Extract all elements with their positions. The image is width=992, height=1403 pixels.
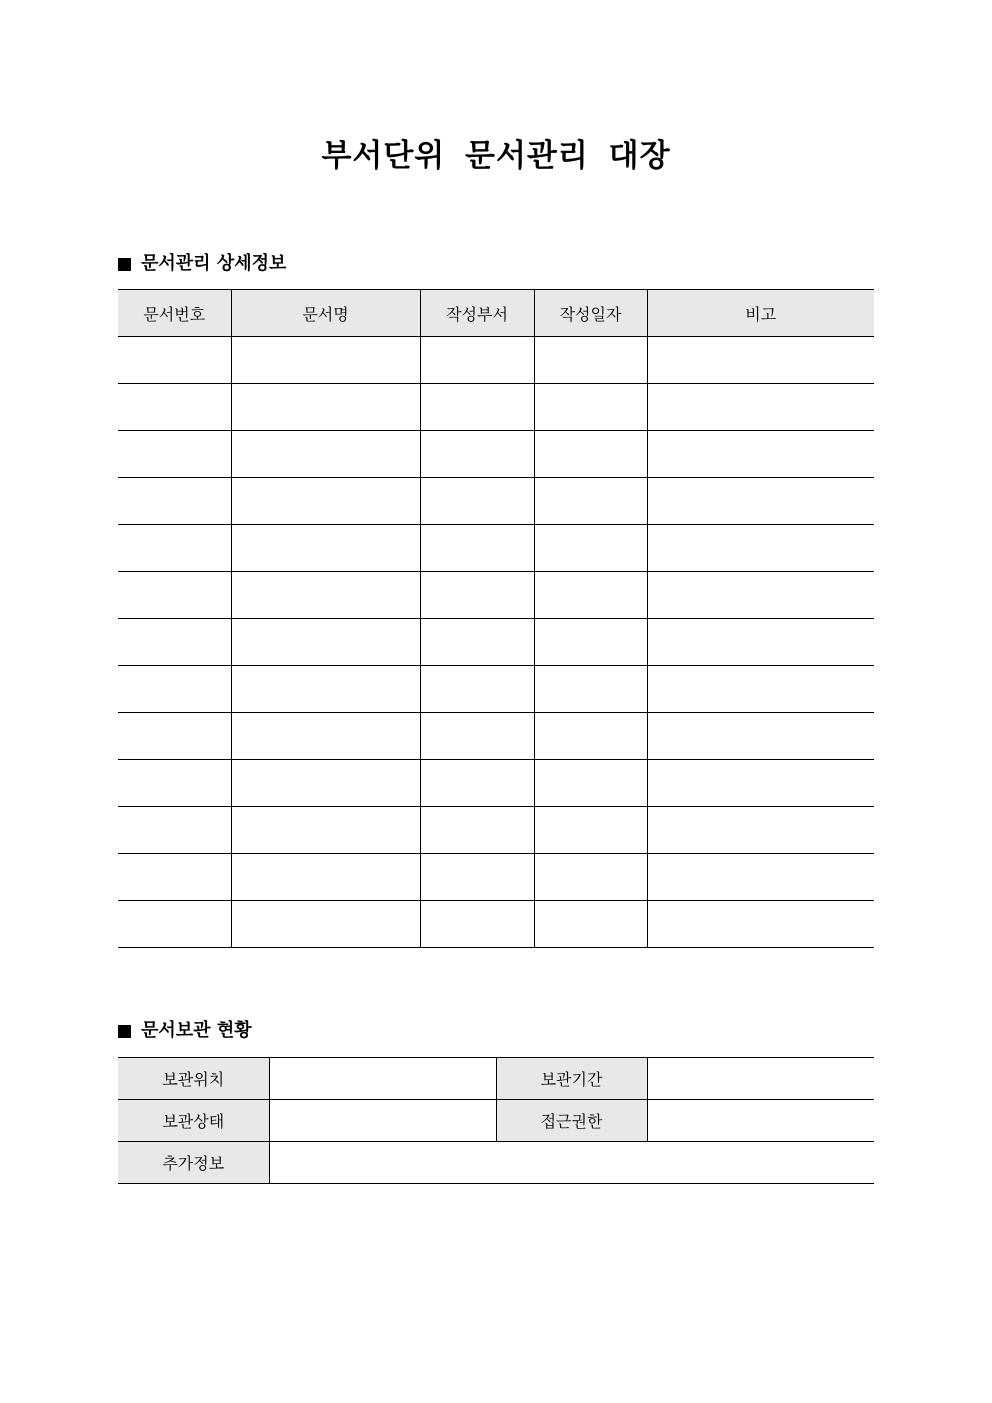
cell-remarks[interactable] xyxy=(647,384,874,431)
cell-created-date[interactable] xyxy=(534,478,647,525)
cell-created-date[interactable] xyxy=(534,666,647,713)
cell-created-date[interactable] xyxy=(534,572,647,619)
cell-doc-number[interactable] xyxy=(118,901,231,948)
table-header-row xyxy=(118,290,874,337)
value-storage-location[interactable] xyxy=(269,1058,496,1100)
cell-doc-number[interactable] xyxy=(118,525,231,572)
value-access-rights[interactable] xyxy=(647,1100,874,1142)
table-row xyxy=(118,431,874,478)
cell-created-date[interactable] xyxy=(534,713,647,760)
cell-doc-name[interactable] xyxy=(231,525,420,572)
cell-remarks[interactable] xyxy=(647,572,874,619)
square-bullet-icon xyxy=(118,258,131,271)
column-header-created-date: 작성일자 xyxy=(534,290,647,337)
cell-remarks[interactable] xyxy=(647,478,874,525)
cell-doc-name[interactable] xyxy=(231,572,420,619)
cell-doc-number[interactable] xyxy=(118,572,231,619)
cell-doc-number[interactable] xyxy=(118,666,231,713)
cell-remarks[interactable] xyxy=(647,713,874,760)
cell-created-date[interactable] xyxy=(534,337,647,384)
label-storage-status: 보관상태 xyxy=(118,1100,269,1142)
cell-remarks[interactable] xyxy=(647,431,874,478)
label-storage-period: 보관기간 xyxy=(496,1058,647,1100)
table-row xyxy=(118,1100,874,1142)
label-extra-info: 추가정보 xyxy=(118,1142,269,1184)
cell-created-date[interactable] xyxy=(534,525,647,572)
document-detail-table xyxy=(118,289,874,948)
cell-doc-name[interactable] xyxy=(231,384,420,431)
cell-author-dept[interactable] xyxy=(420,337,534,384)
table-row xyxy=(118,619,874,666)
cell-remarks[interactable] xyxy=(647,337,874,384)
cell-author-dept[interactable] xyxy=(420,619,534,666)
cell-doc-number[interactable] xyxy=(118,760,231,807)
cell-doc-name[interactable] xyxy=(231,337,420,384)
cell-remarks[interactable] xyxy=(647,901,874,948)
cell-created-date[interactable] xyxy=(534,901,647,948)
cell-remarks[interactable] xyxy=(647,807,874,854)
section-heading-storage-label: 문서보관 현황 xyxy=(141,1020,252,1041)
cell-created-date[interactable] xyxy=(534,807,647,854)
cell-author-dept[interactable] xyxy=(420,713,534,760)
column-header-doc-name: 문서명 xyxy=(231,290,420,337)
column-header-author-dept: 작성부서 xyxy=(420,290,534,337)
cell-author-dept[interactable] xyxy=(420,478,534,525)
value-storage-period[interactable] xyxy=(647,1058,874,1100)
cell-remarks[interactable] xyxy=(647,619,874,666)
column-header-doc-number: 문서번호 xyxy=(118,290,231,337)
square-bullet-icon xyxy=(118,1025,131,1038)
cell-author-dept[interactable] xyxy=(420,854,534,901)
cell-created-date[interactable] xyxy=(534,619,647,666)
column-header-remarks: 비고 xyxy=(647,290,874,337)
cell-doc-number[interactable] xyxy=(118,854,231,901)
cell-author-dept[interactable] xyxy=(420,807,534,854)
value-storage-status[interactable] xyxy=(269,1100,496,1142)
table-row xyxy=(118,478,874,525)
section-heading-storage xyxy=(118,1018,252,1044)
cell-remarks[interactable] xyxy=(647,666,874,713)
table-row xyxy=(118,760,874,807)
table-row xyxy=(118,666,874,713)
cell-doc-number[interactable] xyxy=(118,807,231,854)
cell-doc-name[interactable] xyxy=(231,854,420,901)
cell-doc-name[interactable] xyxy=(231,807,420,854)
value-extra-info[interactable] xyxy=(269,1142,874,1184)
table-row xyxy=(118,384,874,431)
cell-created-date[interactable] xyxy=(534,854,647,901)
cell-doc-name[interactable] xyxy=(231,619,420,666)
cell-created-date[interactable] xyxy=(534,431,647,478)
document-storage-table xyxy=(118,1057,874,1184)
label-storage-location: 보관위치 xyxy=(118,1058,269,1100)
table-row xyxy=(118,525,874,572)
cell-doc-number[interactable] xyxy=(118,713,231,760)
table-row xyxy=(118,572,874,619)
cell-remarks[interactable] xyxy=(647,525,874,572)
cell-doc-name[interactable] xyxy=(231,666,420,713)
cell-doc-name[interactable] xyxy=(231,431,420,478)
cell-author-dept[interactable] xyxy=(420,572,534,619)
cell-author-dept[interactable] xyxy=(420,760,534,807)
label-access-rights: 접근권한 xyxy=(496,1100,647,1142)
cell-doc-number[interactable] xyxy=(118,431,231,478)
section-heading-detail-label: 문서관리 상세정보 xyxy=(141,253,287,274)
cell-created-date[interactable] xyxy=(534,760,647,807)
cell-doc-number[interactable] xyxy=(118,478,231,525)
section-heading-detail xyxy=(118,251,286,277)
cell-author-dept[interactable] xyxy=(420,525,534,572)
table-row xyxy=(118,854,874,901)
cell-doc-number[interactable] xyxy=(118,384,231,431)
cell-doc-name[interactable] xyxy=(231,713,420,760)
page-title: 부서단위 문서관리 대장 xyxy=(321,138,671,174)
cell-remarks[interactable] xyxy=(647,760,874,807)
cell-remarks[interactable] xyxy=(647,854,874,901)
cell-created-date[interactable] xyxy=(534,384,647,431)
table-row xyxy=(118,807,874,854)
cell-author-dept[interactable] xyxy=(420,384,534,431)
cell-doc-name[interactable] xyxy=(231,901,420,948)
cell-doc-number[interactable] xyxy=(118,619,231,666)
cell-author-dept[interactable] xyxy=(420,431,534,478)
table-row xyxy=(118,337,874,384)
table-row xyxy=(118,1058,874,1100)
cell-doc-name[interactable] xyxy=(231,760,420,807)
cell-doc-number[interactable] xyxy=(118,337,231,384)
cell-author-dept[interactable] xyxy=(420,666,534,713)
cell-doc-name[interactable] xyxy=(231,478,420,525)
table-row xyxy=(118,713,874,760)
table-row xyxy=(118,901,874,948)
cell-author-dept[interactable] xyxy=(420,901,534,948)
table-row xyxy=(118,1142,874,1184)
